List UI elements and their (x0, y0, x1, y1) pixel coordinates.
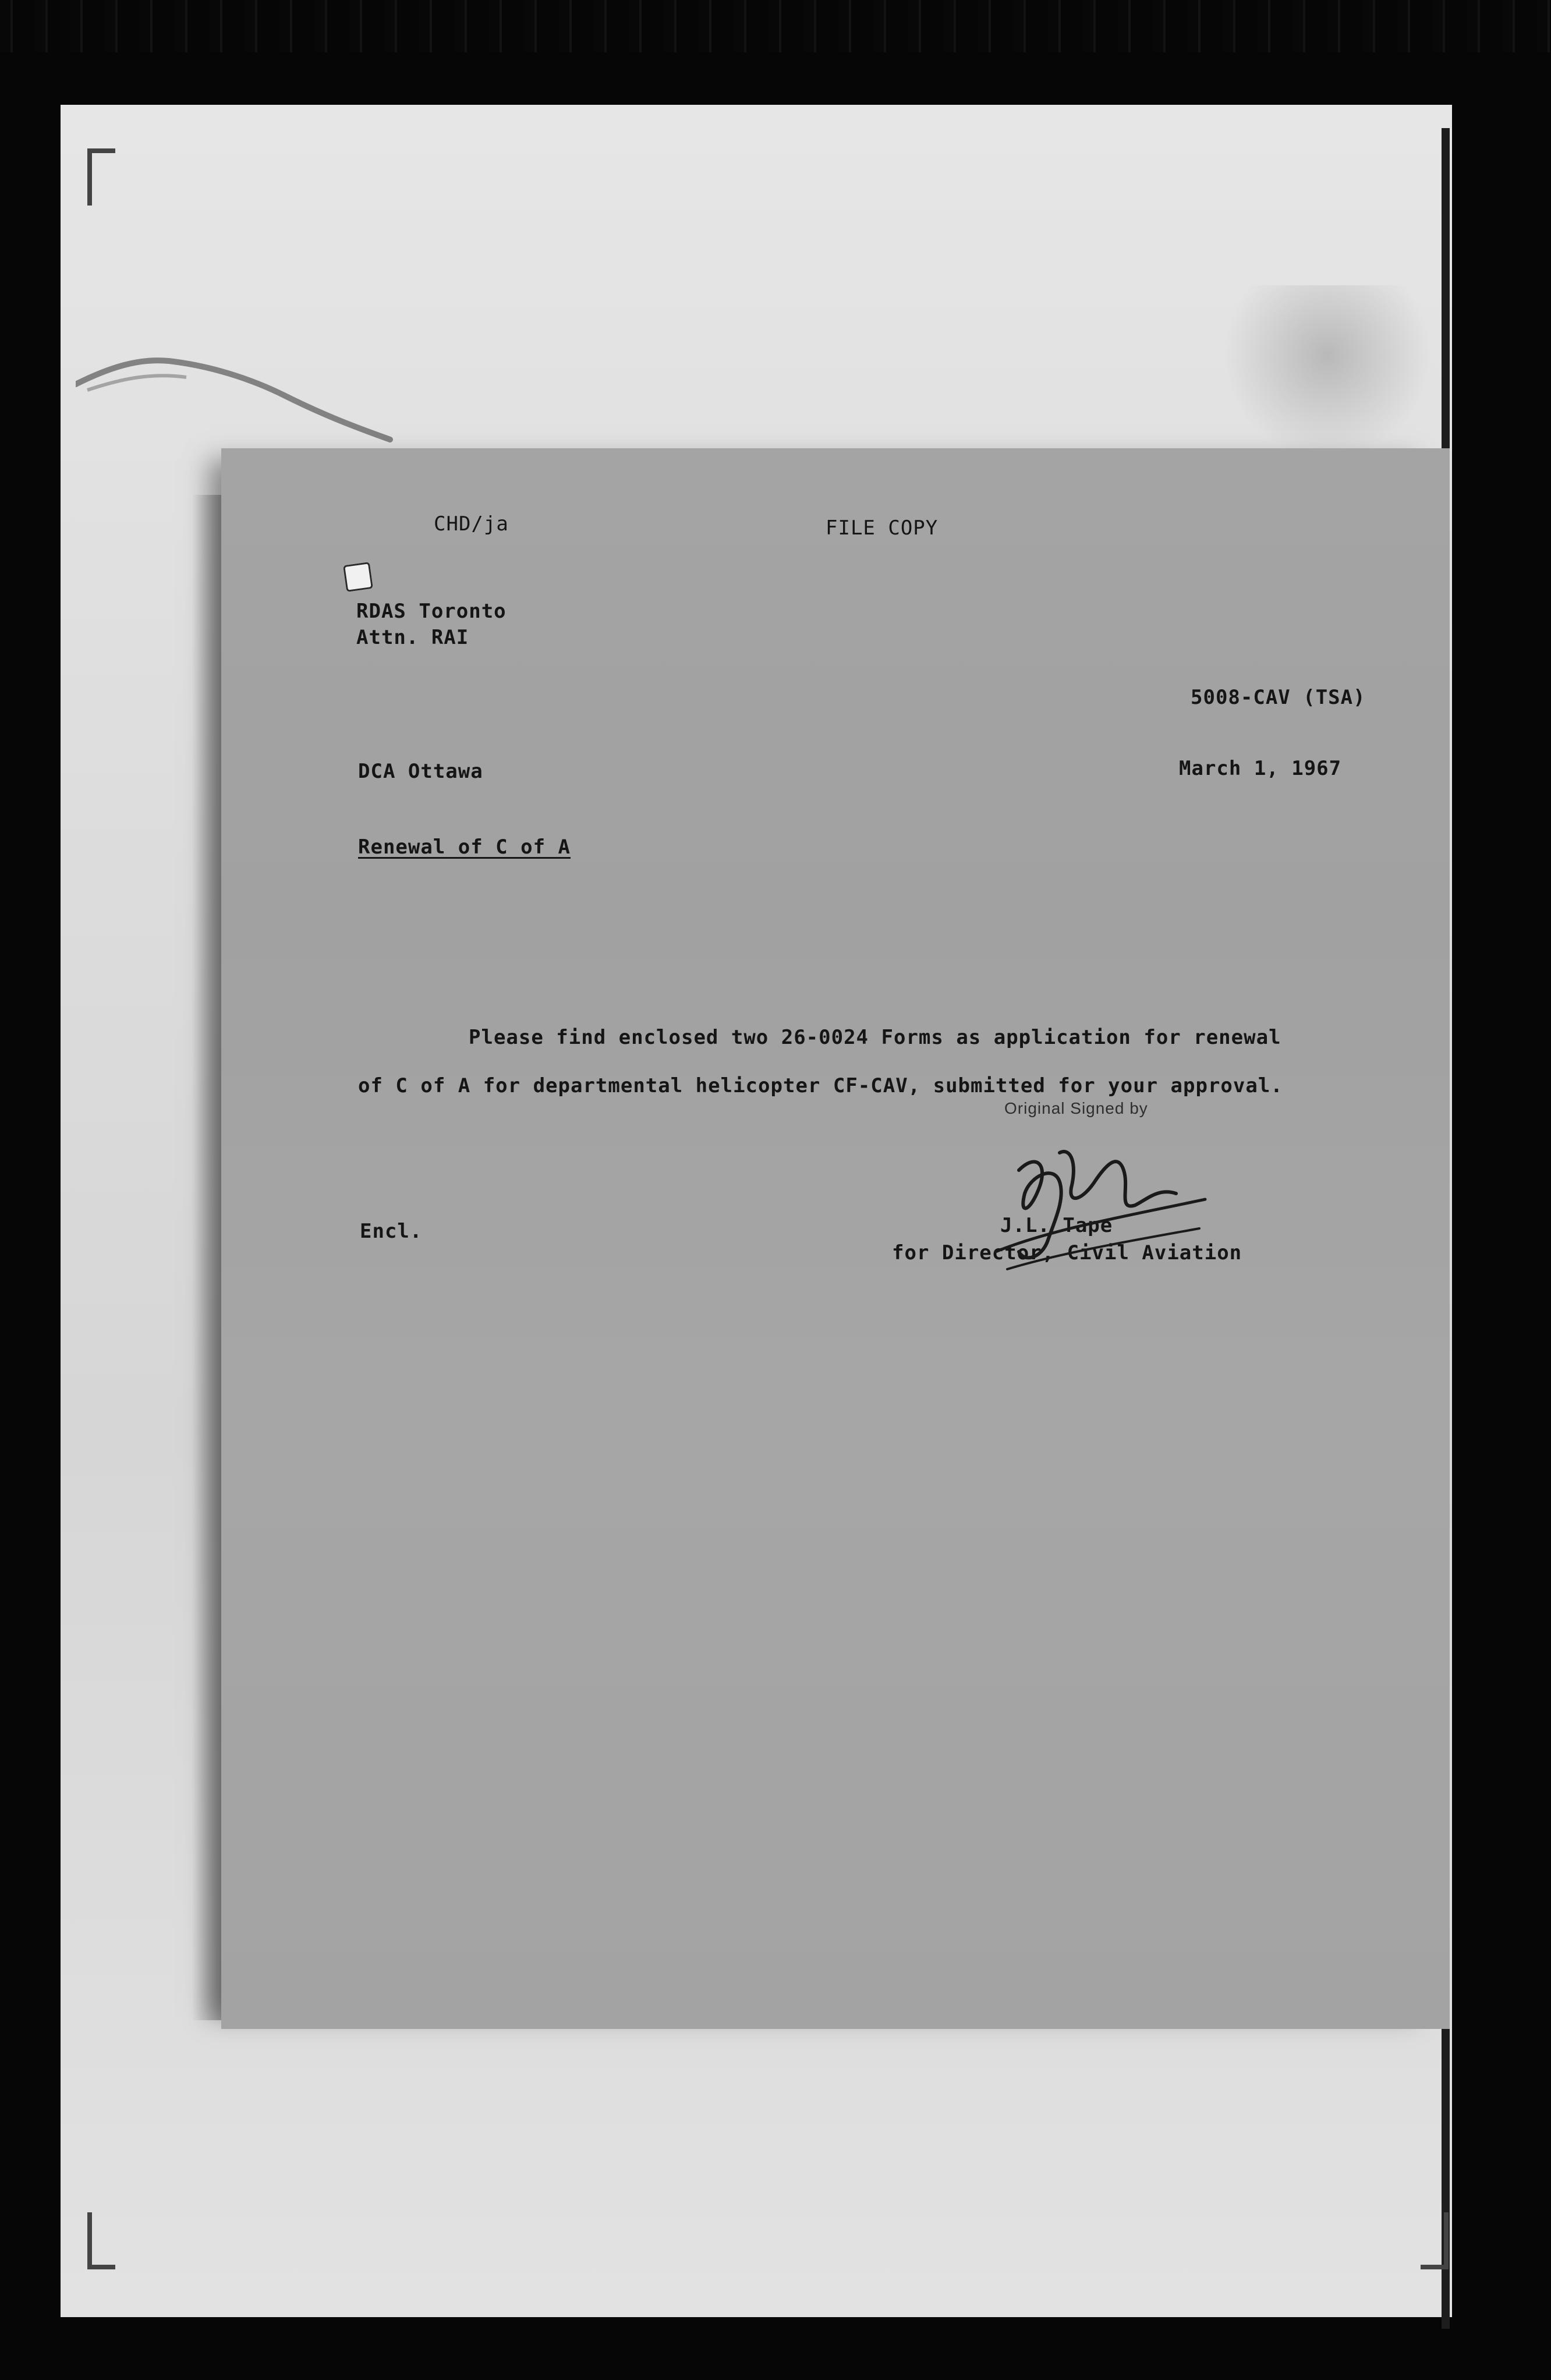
body-line-1: Please find enclosed two 26-0024 Forms as application for renewal (469, 1026, 1281, 1049)
subject-line: Renewal of C of A (358, 835, 571, 859)
crop-mark-top-left (87, 148, 115, 206)
reference-initials: CHD/ja (434, 512, 509, 536)
sheet-shadow (192, 495, 221, 2020)
paper-stain (1223, 285, 1432, 460)
recipient-line-1: RDAS Toronto (356, 600, 507, 623)
enclosure-note: Encl. (360, 1220, 423, 1243)
file-copy-label: FILE COPY (826, 516, 939, 540)
signatory-name: J.L. Tape (1000, 1214, 1113, 1237)
crop-mark-bottom-left (87, 2212, 115, 2269)
torn-tape-mark (76, 326, 402, 442)
sender: DCA Ottawa (358, 760, 483, 783)
recipient-line-2: Attn. RAI (356, 626, 469, 649)
letter-date: March 1, 1967 (1179, 757, 1342, 780)
signatory-title: for Director, Civil Aviation (892, 1241, 1242, 1265)
crop-mark-bottom-right (1421, 2212, 1449, 2269)
punch-hole (343, 562, 373, 592)
file-number: 5008-CAV (TSA) (1191, 686, 1366, 709)
signed-stamp: Original Signed by (1004, 1099, 1148, 1117)
scan-border-top (0, 0, 1551, 52)
body-line-2: of C of A for departmental helicopter CF-CAV, submitted for your approval. (358, 1074, 1283, 1097)
handwritten-signature (984, 1129, 1217, 1304)
